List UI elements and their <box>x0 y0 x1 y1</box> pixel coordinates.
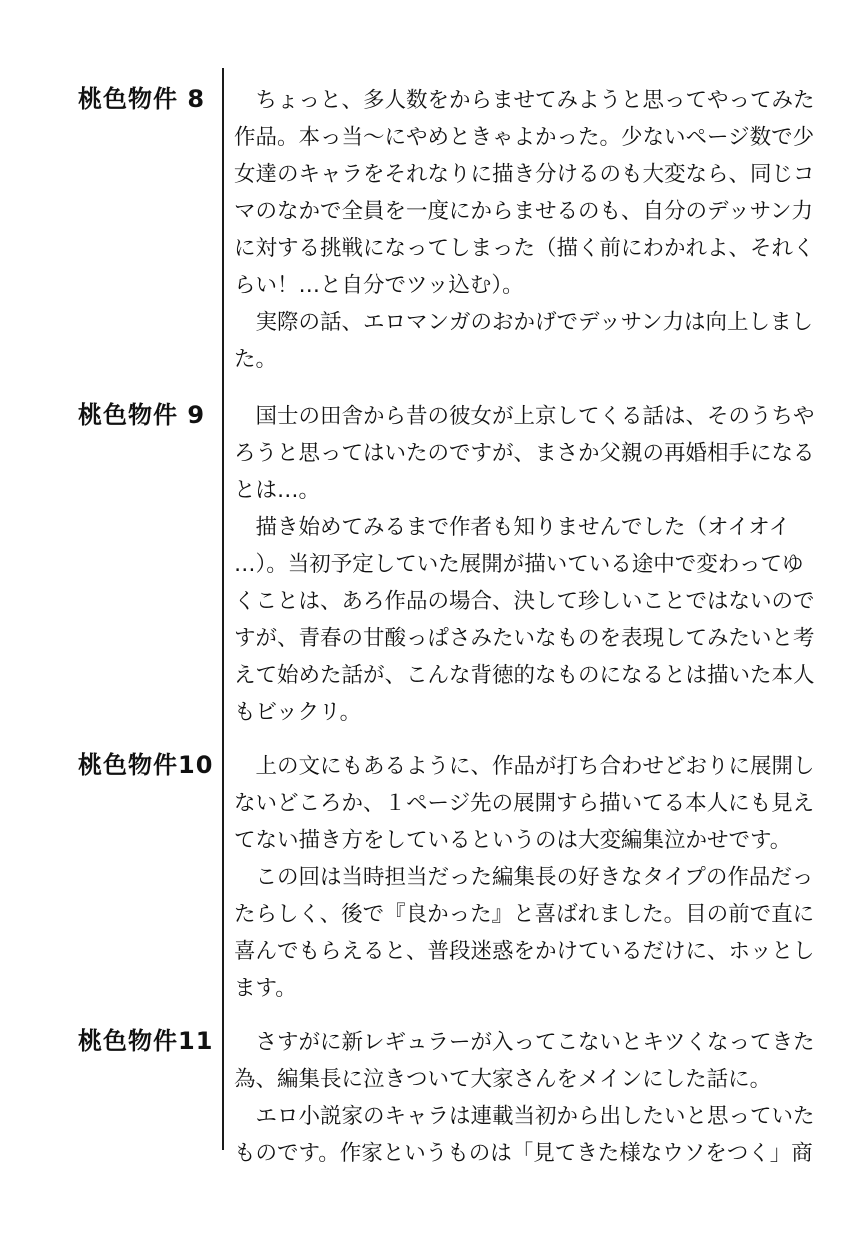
text-line: に対する挑戦になってしまった（描く前にわかれよ、それく <box>234 236 815 261</box>
text-line: マのなかで全員を一度にからませるのも、自分のデッサン力 <box>234 199 813 224</box>
text-line: た。 <box>234 347 278 372</box>
text-line: 作品。本っ当〜にやめときゃよかった。少ないページ数で少 <box>234 125 815 150</box>
paragraph <box>234 1024 815 1098</box>
paragraph <box>234 859 815 1007</box>
text-line: さすがに新レギュラーが入ってこないとキツくなってきた <box>234 1030 815 1055</box>
text-line: …）。当初予定していた展開が描いている途中で変わってゆ <box>234 552 804 577</box>
paragraph <box>234 509 815 731</box>
paragraph <box>234 398 815 509</box>
text-line: とは…。 <box>234 478 321 503</box>
text-line: 描き始めてみるまで作者も知りませんでした（オイオイ <box>234 515 791 540</box>
text-line: てない描き方をしているというのは大変編集泣かせです。 <box>234 828 792 853</box>
text-line: らい！…と自分でツッ込む）。 <box>234 273 524 298</box>
text-line: エロ小説家のキャラは連載当初から出したいと思っていた <box>234 1104 815 1129</box>
text-line: ものです。作家というものは「見てきた様なウソをつく」商 <box>234 1141 813 1166</box>
section-heading: 桃色物件10 <box>78 751 214 779</box>
text-line: 喜んでもらえると、普段迷惑をかけているだけに、ホッとし <box>234 939 815 964</box>
section-body <box>234 748 815 1007</box>
section-heading: 桃色物件 9 <box>78 401 206 429</box>
text-line: ないどころか、１ページ先の展開すら描いてる本人にも見え <box>234 791 815 816</box>
section-body <box>234 82 815 378</box>
paragraph <box>234 304 813 378</box>
text-line: もビックリ。 <box>234 700 362 725</box>
text-line: 女達のキャラをそれなりに描き分けるのも大変なら、同じコ <box>234 162 815 187</box>
paragraph <box>234 82 815 304</box>
text-line: すが、青春の甘酸っぱさみたいなものを表現してみたいと考 <box>234 626 815 651</box>
text-line: 実際の話、エロマンガのおかげでデッサン力は向上しまし <box>234 310 813 335</box>
paragraph <box>234 748 815 859</box>
text-line: 上の文にもあるように、作品が打ち合わせどおりに展開し <box>234 754 815 779</box>
text-line: ちょっと、多人数をからませてみようと思ってやってみた <box>234 88 815 113</box>
text-line: たらしく、後で『良かった』と喜ばれました。目の前で直に <box>234 902 815 927</box>
text-line: 為、編集長に泣きついて大家さんをメインにした話に。 <box>234 1067 772 1092</box>
section-heading: 桃色物件11 <box>78 1027 214 1055</box>
text-line: えて始めた話が、こんな背徳的なものになるとは描いた本人 <box>234 663 815 688</box>
vertical-divider-rule <box>222 68 224 1150</box>
text-line: 国士の田舎から昔の彼女が上京してくる話は、そのうちや <box>234 404 815 429</box>
section-body <box>234 398 815 731</box>
text-line: ろうと思ってはいたのですが、まさか父親の再婚相手になる <box>234 441 815 466</box>
section-heading: 桃色物件 8 <box>78 85 206 113</box>
section-body <box>234 1024 815 1172</box>
text-line: この回は当時担当だった編集長の好きなタイプの作品だっ <box>234 865 814 890</box>
text-line: ます。 <box>234 976 297 1001</box>
text-line: くことは、あろ作品の場合、決して珍しいことではないので <box>234 589 815 614</box>
paragraph <box>234 1098 815 1172</box>
